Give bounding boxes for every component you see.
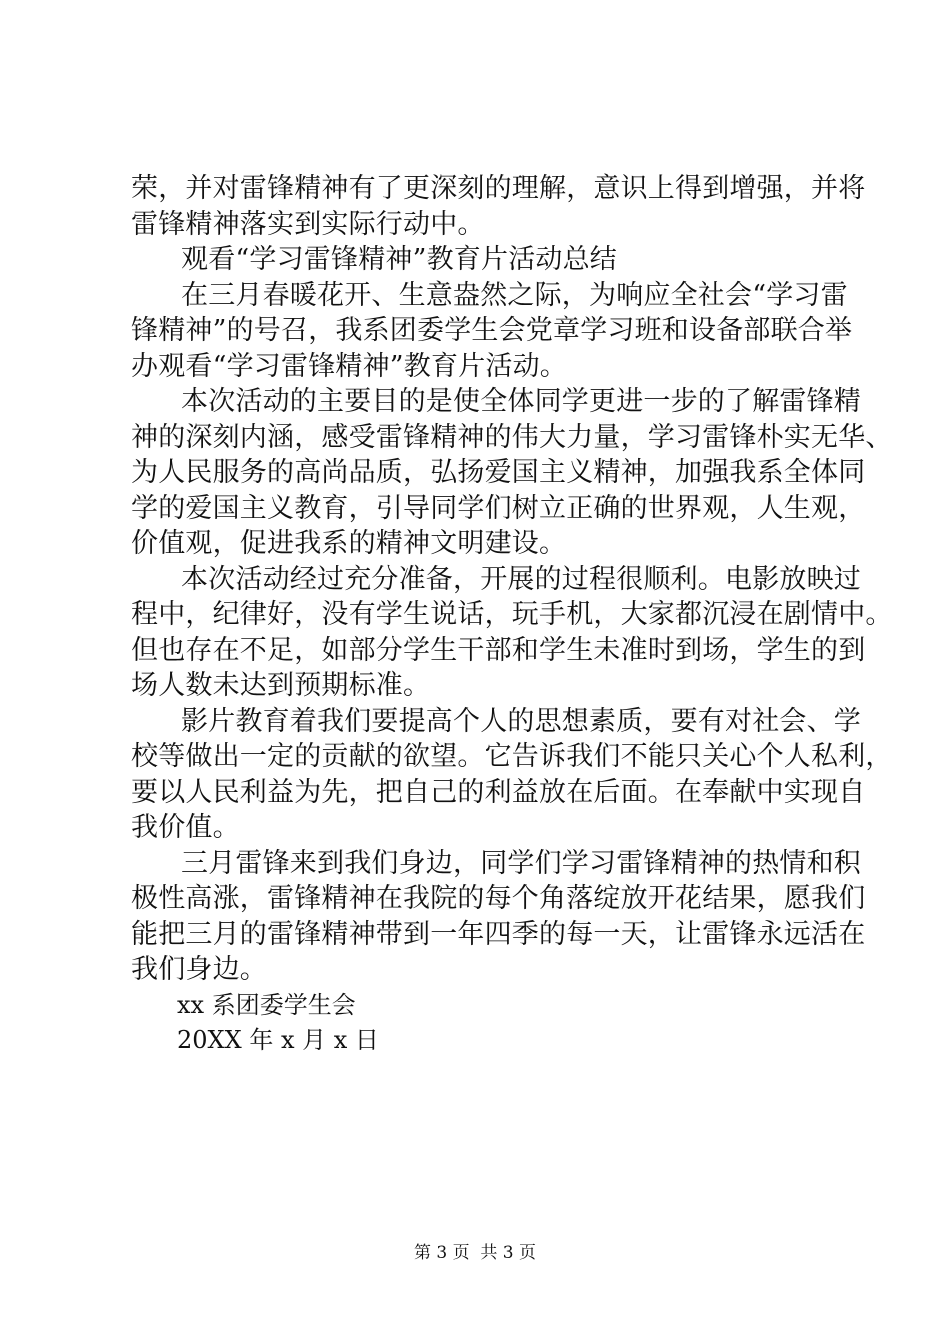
page-number: 第 3 页 共 3 页	[413, 1243, 537, 1263]
paragraph-line: 三月雷锋来到我们身边，同学们学习雷锋精神的热情和积	[181, 847, 861, 879]
paragraph-line: 在三月春暖花开、生意盎然之际，为响应全社会“学习雷	[181, 279, 848, 311]
paragraph-line: 我价值。	[131, 812, 240, 843]
paragraph-line: 雷锋精神落实到实际行动中。	[131, 208, 485, 240]
paragraph-line: 荣，并对雷锋精神有了更深刻的理解，意识上得到增强，并将	[131, 173, 866, 204]
paragraph-line: 程中，纪律好，没有学生说话，玩手机，大家都沉浸在剧情中。	[131, 599, 893, 630]
document-body	[131, 171, 893, 1059]
section-title: 观看“学习雷锋精神”教育片活动总结	[181, 244, 618, 275]
paragraph-line: 极性高涨，雷锋精神在我院的每个角落绽放开花结果，愿我们	[131, 883, 866, 914]
paragraph-line: 我们身边。	[131, 954, 267, 985]
paragraph-line: 校等做出一定的贡献的欲望。它告诉我们不能只关心个人私利，	[131, 741, 893, 772]
paragraph-line: 为人民服务的高尚品质，弘扬爱国主义精神，加强我系全体同	[131, 457, 866, 488]
paragraph-line: 价值观，促进我系的精神文明建设。	[131, 528, 567, 559]
paragraph-line: 但也存在不足，如部分学生干部和学生未准时到场，学生的到	[131, 634, 866, 666]
paragraph-line: 办观看“学习雷锋精神”教育片活动。	[131, 350, 568, 382]
paragraph-line: 学的爱国主义教育，引导同学们树立正确的世界观，人生观，	[131, 492, 866, 524]
paragraph-line: 神的深刻内涵，感受雷锋精神的伟大力量，学习雷锋朴实无华、	[131, 421, 893, 453]
paragraph-line: 影片教育着我们要提高个人的思想素质，要有对社会、学	[181, 705, 861, 737]
paragraph-line: 本次活动经过充分准备，开展的过程很顺利。电影放映过	[181, 563, 861, 595]
paragraph-line: 能把三月的雷锋精神带到一年四季的每一天，让雷锋永远活在	[131, 918, 866, 950]
paragraph-line: 要以人民利益为先，把自己的利益放在后面。在奉献中实现自	[131, 776, 866, 808]
paragraph-line: 场人数未达到预期标准。	[131, 670, 431, 701]
signature-organization: xx 系团委学生会	[177, 990, 356, 1019]
paragraph-line: 锋精神”的号召，我系团委学生会党章学习班和设备部联合举	[131, 315, 853, 346]
paragraph-line: 本次活动的主要目的是使全体同学更进一步的了解雷锋精	[181, 386, 861, 417]
page-footer	[0, 1243, 950, 1263]
signature-date: 20XX 年 x 月 x 日	[177, 1026, 379, 1054]
